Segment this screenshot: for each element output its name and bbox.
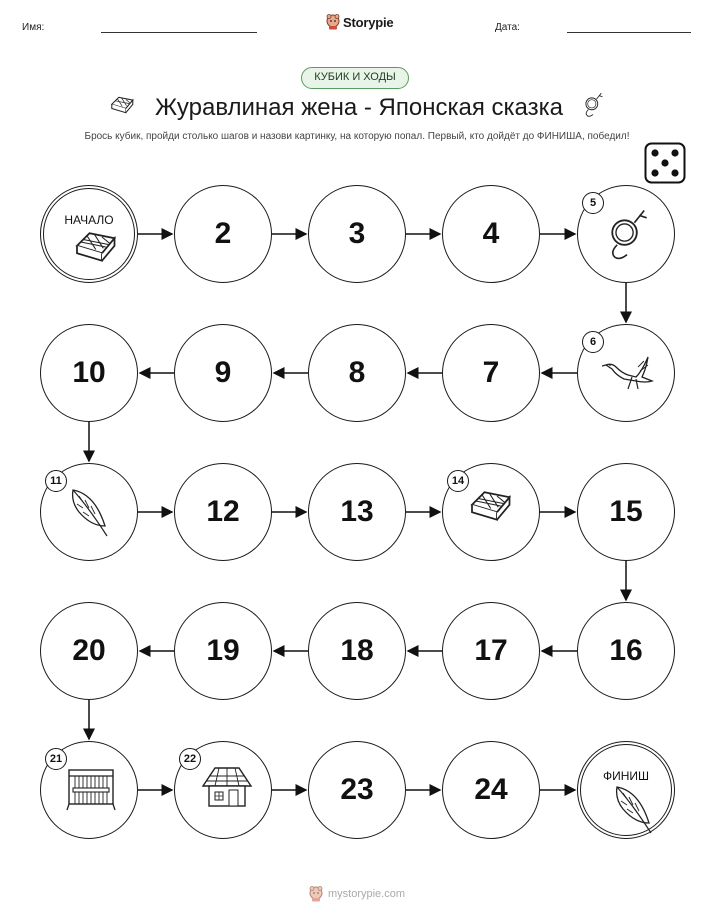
board-cell [442, 741, 540, 839]
cell-number: 24 [474, 773, 508, 806]
board-cell-picture [174, 741, 272, 839]
crane-bird-icon [602, 347, 656, 398]
board-cell [174, 602, 272, 700]
board-cell [577, 602, 675, 700]
board-cell [442, 185, 540, 283]
board-cell [308, 324, 406, 422]
board-cell-picture [40, 741, 138, 839]
board-cell-picture [577, 324, 675, 422]
storypie-mascot-icon [309, 886, 323, 902]
thatched-hut-icon [199, 764, 255, 815]
feather-icon [609, 783, 655, 840]
cell-number: 3 [348, 217, 366, 250]
game-type-badge: КУБИК И ХОДЫ [301, 67, 409, 89]
date-label: Дата: [495, 22, 520, 33]
cell-number: 4 [482, 217, 500, 250]
cell-number: 23 [340, 773, 374, 806]
loom-icon [65, 764, 117, 817]
name-label: Имя: [22, 22, 45, 33]
cell-number: 12 [206, 495, 240, 528]
board-cell [308, 463, 406, 561]
board-cell [174, 324, 272, 422]
board-cell-picture [442, 463, 540, 561]
cell-number: 7 [482, 356, 500, 389]
cell-number: 15 [609, 495, 643, 528]
board-cell [442, 324, 540, 422]
cell-number: 20 [72, 634, 106, 667]
cell-number-badge: 22 [179, 748, 201, 770]
instructions: Брось кубик, пройди столько шагов и назови картинку, на которую попал. Первый, кто дойдёт до ФИНИША, победил! [84, 131, 630, 142]
board-cell [308, 602, 406, 700]
start-label: НАЧАЛО [64, 213, 114, 227]
finish-label: ФИНИШ [602, 769, 650, 783]
cell-number-badge: 5 [582, 192, 604, 214]
folded-cloth-icon [72, 227, 122, 272]
board-cell [308, 185, 406, 283]
cell-number: 10 [72, 356, 106, 389]
cell-number-badge: 21 [45, 748, 67, 770]
page-title: Журавлиная жена - Японская сказка [155, 93, 563, 121]
cell-number: 17 [474, 634, 508, 667]
cell-number-badge: 14 [447, 470, 469, 492]
finish-cell [577, 741, 675, 839]
cell-number-badge: 6 [582, 331, 604, 353]
board-cell [577, 463, 675, 561]
start-cell [40, 185, 138, 283]
board-cell-picture [40, 463, 138, 561]
board-cell [174, 185, 272, 283]
cell-number: 19 [206, 634, 240, 667]
board-cell [442, 602, 540, 700]
footer-site: mystorypie.com [327, 888, 406, 900]
cell-number-badge: 11 [45, 470, 67, 492]
board-cell [308, 741, 406, 839]
cell-number: 2 [214, 217, 232, 250]
cell-number: 13 [340, 495, 374, 528]
rope-coil-icon [602, 208, 652, 267]
cell-number: 8 [348, 356, 366, 389]
board-cell-picture [577, 185, 675, 283]
cell-number: 18 [340, 634, 374, 667]
feather-icon [65, 486, 111, 543]
cell-number: 16 [609, 634, 643, 667]
footer [0, 886, 714, 902]
board-cell [174, 463, 272, 561]
board-cell [40, 324, 138, 422]
folded-cloth-icon [467, 486, 517, 531]
cell-number: 9 [214, 356, 232, 389]
board-cell [40, 602, 138, 700]
brand-name: Storypie [343, 14, 394, 30]
